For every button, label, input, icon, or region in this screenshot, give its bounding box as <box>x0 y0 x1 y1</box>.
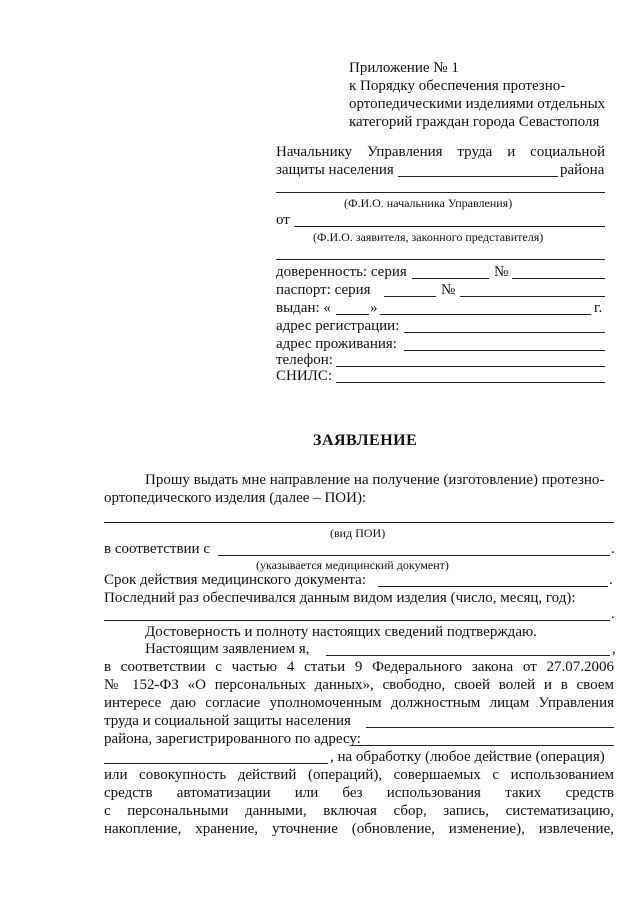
passport-label: паспорт: серия <box>276 282 371 298</box>
document-title: ЗАЯВЛЕНИЕ <box>313 432 418 449</box>
hint-text: (вид ПОИ) <box>330 526 386 540</box>
period: . <box>611 541 615 557</box>
snils-field[interactable] <box>336 382 605 383</box>
issued-day-field[interactable] <box>336 314 369 315</box>
reg-address-field[interactable] <box>404 332 605 333</box>
consent-text: , на обработку (любое действие (операция) <box>330 749 605 765</box>
from-label: от <box>276 212 290 228</box>
appendix-number: Приложение № 1 <box>349 60 459 76</box>
validity-field[interactable] <box>378 586 608 587</box>
issued-by-field[interactable] <box>380 314 591 315</box>
consent-text: района, зарегистрированного по адресу: <box>104 731 361 747</box>
addressee-label: защиты населения <box>276 162 394 178</box>
hint-text: (Ф.И.О. начальника Управления) <box>344 196 513 210</box>
appendix-line: категорий граждан города Севастополя <box>349 114 600 130</box>
consent-text: труда и социальной защиты населения <box>104 713 351 729</box>
passport-series-field[interactable] <box>384 296 436 297</box>
hint-text: (Ф.И.О. заявителя, законного представителя) <box>313 230 544 244</box>
snils-label: СНИЛС: <box>276 368 333 384</box>
district-field[interactable] <box>398 176 558 177</box>
consent-text: накопление, хранение, уточнение (обновление, изменение), извлечение, <box>104 821 614 837</box>
validity-label: Срок действия медицинского документа: <box>104 572 366 588</box>
consent-text: Настоящим заявлением я, <box>145 641 310 657</box>
number-sign: № <box>441 282 456 298</box>
consent-text: интересе даю согласие уполномоченным должностным лицам Управления <box>104 695 614 711</box>
phone-field[interactable] <box>336 366 605 367</box>
live-address-field[interactable] <box>404 350 605 351</box>
consent-text: в соответствии с частью 4 статьи 9 Федерального закона от 27.07.2006 <box>104 659 614 675</box>
live-address-label: адрес проживания: <box>276 336 397 352</box>
last-time-field[interactable] <box>104 620 610 621</box>
confirm-text: Достоверность и полноту настоящих сведений подтверждаю. <box>145 624 537 640</box>
department-address-field[interactable] <box>352 745 614 746</box>
department-address-field-2[interactable] <box>104 763 328 764</box>
addressee-line: Начальнику Управления труда и социальной <box>276 144 605 160</box>
phone-label: телефон: <box>276 352 333 368</box>
consent-text: или совокупность действий (операций), совершаемых с использованием <box>104 767 614 783</box>
request-text: Прошу выдать мне направление на получение (изготовление) протезно- <box>145 472 605 488</box>
accordance-label: в соответствии с <box>104 541 210 557</box>
applicant-name-field[interactable] <box>294 226 605 227</box>
consent-text: № 152-ФЗ «О персональных данных», свободно, своей волей и в своем <box>104 677 614 693</box>
appendix-line: к Порядку обеспечения протезно- <box>349 78 566 94</box>
reg-address-label: адрес регистрации: <box>276 318 400 334</box>
consent-text: с персональными данными, включая сбор, запись, систематизацию, <box>104 803 614 819</box>
issued-year-label: г. <box>594 300 603 316</box>
period: . <box>611 606 615 622</box>
consent-text: средств автоматизации или без использования таких средств <box>104 785 614 801</box>
issued-label: выдан: « <box>276 300 331 316</box>
passport-number-field[interactable] <box>460 296 605 297</box>
med-doc-field[interactable] <box>218 555 610 556</box>
request-text: ортопедического изделия (далее – ПОИ): <box>104 490 367 506</box>
last-time-label: Последний раз обеспечивался данным видом изделия (число, месяц, год): <box>104 590 576 606</box>
proxy-series-field[interactable] <box>412 278 489 279</box>
applicant-name-field-2[interactable] <box>276 259 605 260</box>
appendix-line: ортопедическими изделиями отдельных <box>349 96 606 112</box>
proxy-label: доверенность: серия <box>276 264 407 280</box>
department-field[interactable] <box>366 727 614 728</box>
comma: , <box>612 641 616 657</box>
issued-quote: » <box>370 300 378 316</box>
addressee-label: района <box>560 162 605 178</box>
consent-name-field[interactable] <box>326 655 610 656</box>
head-name-field[interactable] <box>276 192 605 193</box>
hint-text: (указывается медицинский документ) <box>256 558 449 572</box>
period: . <box>609 572 613 588</box>
poi-type-field[interactable] <box>104 522 614 523</box>
number-sign: № <box>494 264 509 280</box>
proxy-number-field[interactable] <box>512 278 605 279</box>
